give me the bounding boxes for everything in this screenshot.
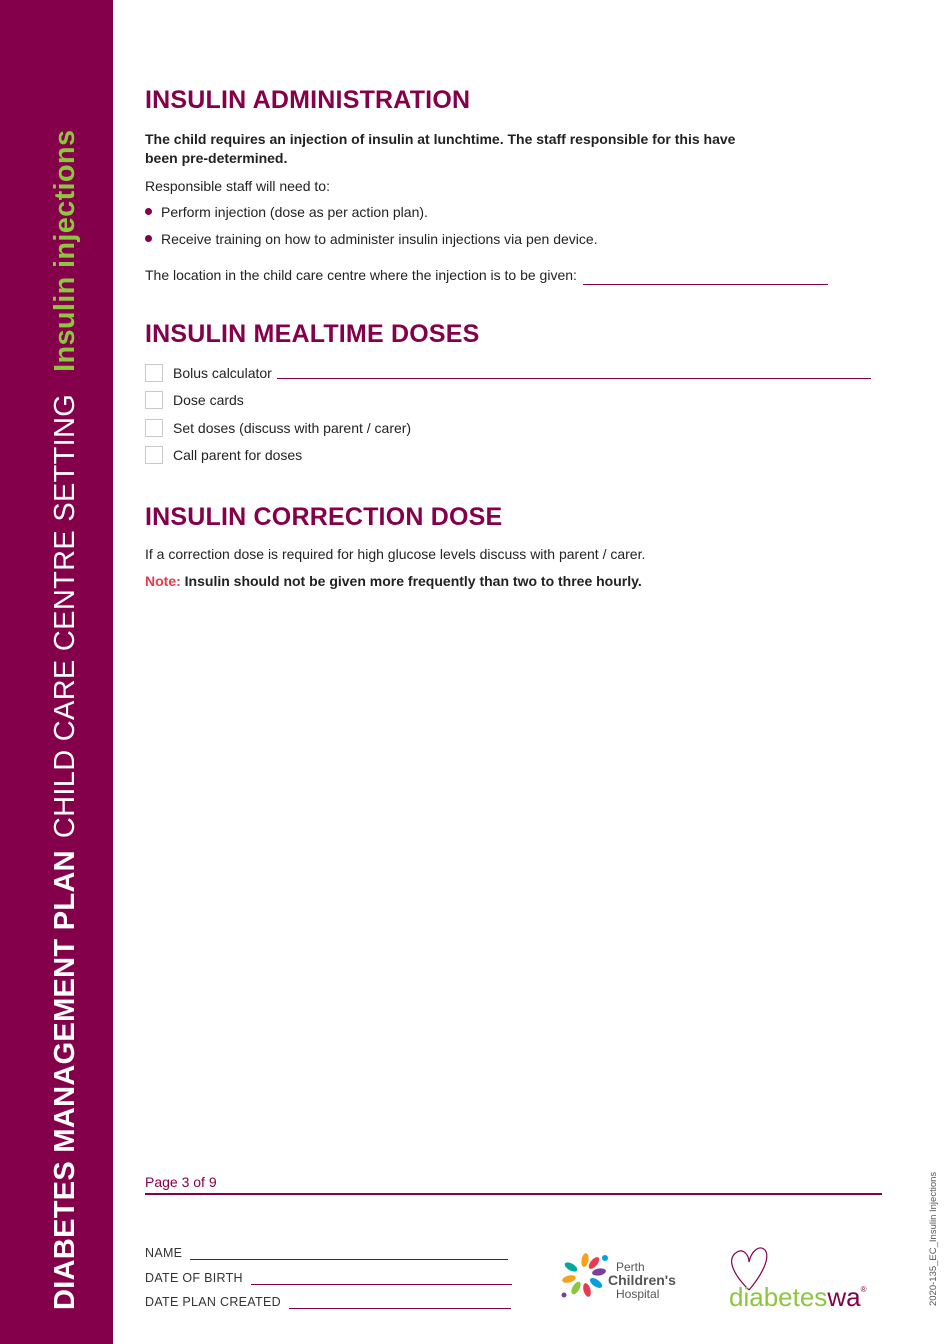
staff-need-text: Responsible staff will need to:: [145, 178, 330, 194]
dob-label: DATE OF BIRTH: [145, 1271, 243, 1285]
name-field: [145, 1246, 508, 1260]
perth-childrens-hospital-logo: [558, 1250, 698, 1308]
note-label: Note:: [145, 573, 181, 589]
plan-created-label: DATE PLAN CREATED: [145, 1295, 281, 1309]
list-item: Receive training on how to administer insulin injections via pen device.: [145, 229, 598, 249]
plan-created-field: [145, 1295, 511, 1309]
dob-input-line[interactable]: [251, 1272, 512, 1285]
bolus-calculator-input-line[interactable]: [277, 368, 871, 379]
bullet-dot: [145, 208, 152, 215]
setting-title: CHILD CARE CENTRE SETTING: [49, 393, 81, 839]
correction-text: If a correction dose is required for high glucose levels discuss with parent / carer.: [145, 546, 646, 562]
option-call-parent: Call parent for doses: [145, 446, 302, 464]
name-label: NAME: [145, 1246, 183, 1260]
bullet-dot: [145, 235, 152, 242]
name-input-line[interactable]: [190, 1247, 508, 1260]
plan-created-input-line[interactable]: [289, 1296, 511, 1309]
sidebar-title: [48, 130, 82, 1310]
pch-logo-line2: Children's: [608, 1272, 676, 1288]
location-label: The location in the child care centre where the injection is to be given:: [145, 267, 577, 283]
location-input-line[interactable]: [583, 270, 828, 285]
note-text: Insulin should not be given more frequently than two to three hourly.: [184, 573, 642, 589]
pch-logo-line3: Hospital: [616, 1287, 660, 1301]
administration-heading: INSULIN ADMINISTRATION: [145, 86, 471, 114]
document-code: 2020-135_EC_Insulin Injections: [928, 1171, 939, 1306]
list-item: Perform injection (dose as per action plan).: [145, 202, 428, 222]
administration-intro-line1: The child requires an injection of insulin at lunchtime. The staff responsible for this have: [145, 131, 736, 147]
call-parent-checkbox[interactable]: [145, 446, 163, 464]
location-field: [145, 265, 828, 285]
plan-title: DIABETES MANAGEMENT PLAN: [49, 850, 81, 1310]
pch-flower-icon: [561, 1252, 608, 1297]
page-number: Page 3 of 9: [145, 1174, 217, 1190]
dob-field: [145, 1271, 512, 1285]
sidebar-band: [0, 0, 113, 1344]
dose-cards-checkbox[interactable]: [145, 391, 163, 409]
diabetes-wa-wordmark: diabeteswa®: [729, 1282, 867, 1312]
option-set-doses: Set doses (discuss with parent / carer): [145, 419, 411, 437]
correction-note: [145, 571, 642, 591]
mealtime-heading: INSULIN MEALTIME DOSES: [145, 320, 480, 348]
correction-heading: INSULIN CORRECTION DOSE: [145, 503, 503, 531]
set-doses-checkbox[interactable]: [145, 419, 163, 437]
bolus-calculator-checkbox[interactable]: [145, 364, 163, 382]
topic-title: Insulin injections: [49, 129, 81, 372]
pch-logo-line1: Perth: [616, 1260, 645, 1274]
administration-intro-line2: been pre-determined.: [145, 150, 288, 166]
footer-divider: [145, 1193, 882, 1195]
diabetes-wa-logo: [725, 1244, 885, 1312]
option-bolus-calculator: Bolus calculator: [145, 364, 871, 382]
option-dose-cards: Dose cards: [145, 391, 244, 409]
